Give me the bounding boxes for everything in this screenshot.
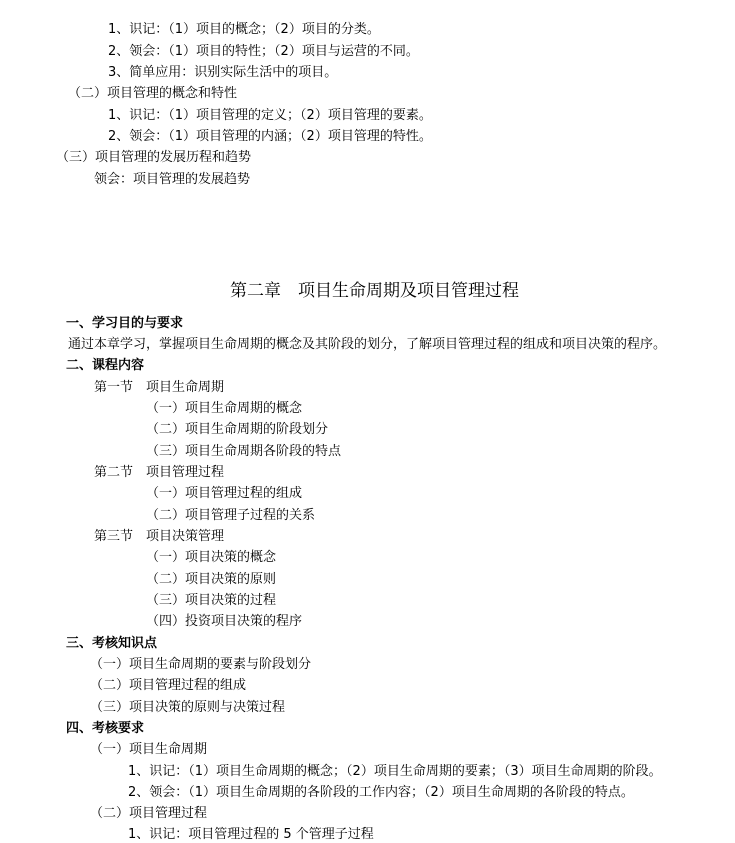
list-item: （三）项目决策的原则与决策过程 xyxy=(90,700,286,715)
text-line: 3、简单应用：识别实际生活中的项目。 xyxy=(108,65,338,80)
paragraph: 通过本章学习，掌握项目生命周期的概念及其阶段的划分，了解项目管理过程的组成和项目决策的程序。 xyxy=(68,337,667,352)
subsection-heading: （一）项目生命周期 xyxy=(90,742,208,757)
subsection-heading: （三）项目管理的发展历程和趋势 xyxy=(56,150,252,165)
text-line: 2、领会：（1）项目生命周期的各阶段的工作内容；（2）项目生命周期的各阶段的特点。 xyxy=(128,785,634,800)
list-item: （一）项目生命周期的概念 xyxy=(146,401,303,416)
text-line: 2、领会：（1）项目的特性；（2）项目与运营的不同。 xyxy=(108,44,419,59)
subsection-heading: （二）项目管理的概念和特性 xyxy=(68,86,238,101)
lesson-heading: 第一节 项目生命周期 xyxy=(94,380,225,395)
list-item: （三）项目生命周期各阶段的特点 xyxy=(146,444,342,459)
text-line: 领会：项目管理的发展趋势 xyxy=(94,172,251,187)
text-line: 1、识记：（1）项目生命周期的概念；（2）项目生命周期的要素；（3）项目生命周期的阶段。 xyxy=(128,764,662,779)
list-item: （二）项目管理子过程的关系 xyxy=(146,508,316,523)
text-line: 1、识记：（1）项目管理的定义；（2）项目管理的要素。 xyxy=(108,108,432,123)
list-item: （二）项目决策的原则 xyxy=(146,572,277,587)
text-line: 1、识记：（1）项目的概念；（2）项目的分类。 xyxy=(108,22,380,37)
text-line: 1、识记：项目管理过程的 5 个管理子过程 xyxy=(128,827,374,842)
list-item: （二）项目生命周期的阶段划分 xyxy=(146,422,329,437)
subsection-heading: （二）项目管理过程 xyxy=(90,806,208,821)
list-item: （三）项目决策的过程 xyxy=(146,593,277,608)
section-heading: 四、考核要求 xyxy=(66,721,145,736)
lesson-heading: 第二节 项目管理过程 xyxy=(94,465,225,480)
section-heading: 二、课程内容 xyxy=(66,358,145,373)
list-item: （二）项目管理过程的组成 xyxy=(90,678,247,693)
list-item: （一）项目管理过程的组成 xyxy=(146,486,303,501)
text-line: 2、领会：（1）项目管理的内涵；（2）项目管理的特性。 xyxy=(108,129,432,144)
lesson-heading: 第三节 项目决策管理 xyxy=(94,529,225,544)
list-item: （四）投资项目决策的程序 xyxy=(146,614,303,629)
section-heading: 三、考核知识点 xyxy=(66,636,158,651)
list-item: （一）项目生命周期的要素与阶段划分 xyxy=(90,657,312,672)
list-item: （一）项目决策的概念 xyxy=(146,550,277,565)
section-heading: 一、学习目的与要求 xyxy=(66,316,184,331)
chapter-title: 第二章 项目生命周期及项目管理过程 xyxy=(230,281,519,301)
